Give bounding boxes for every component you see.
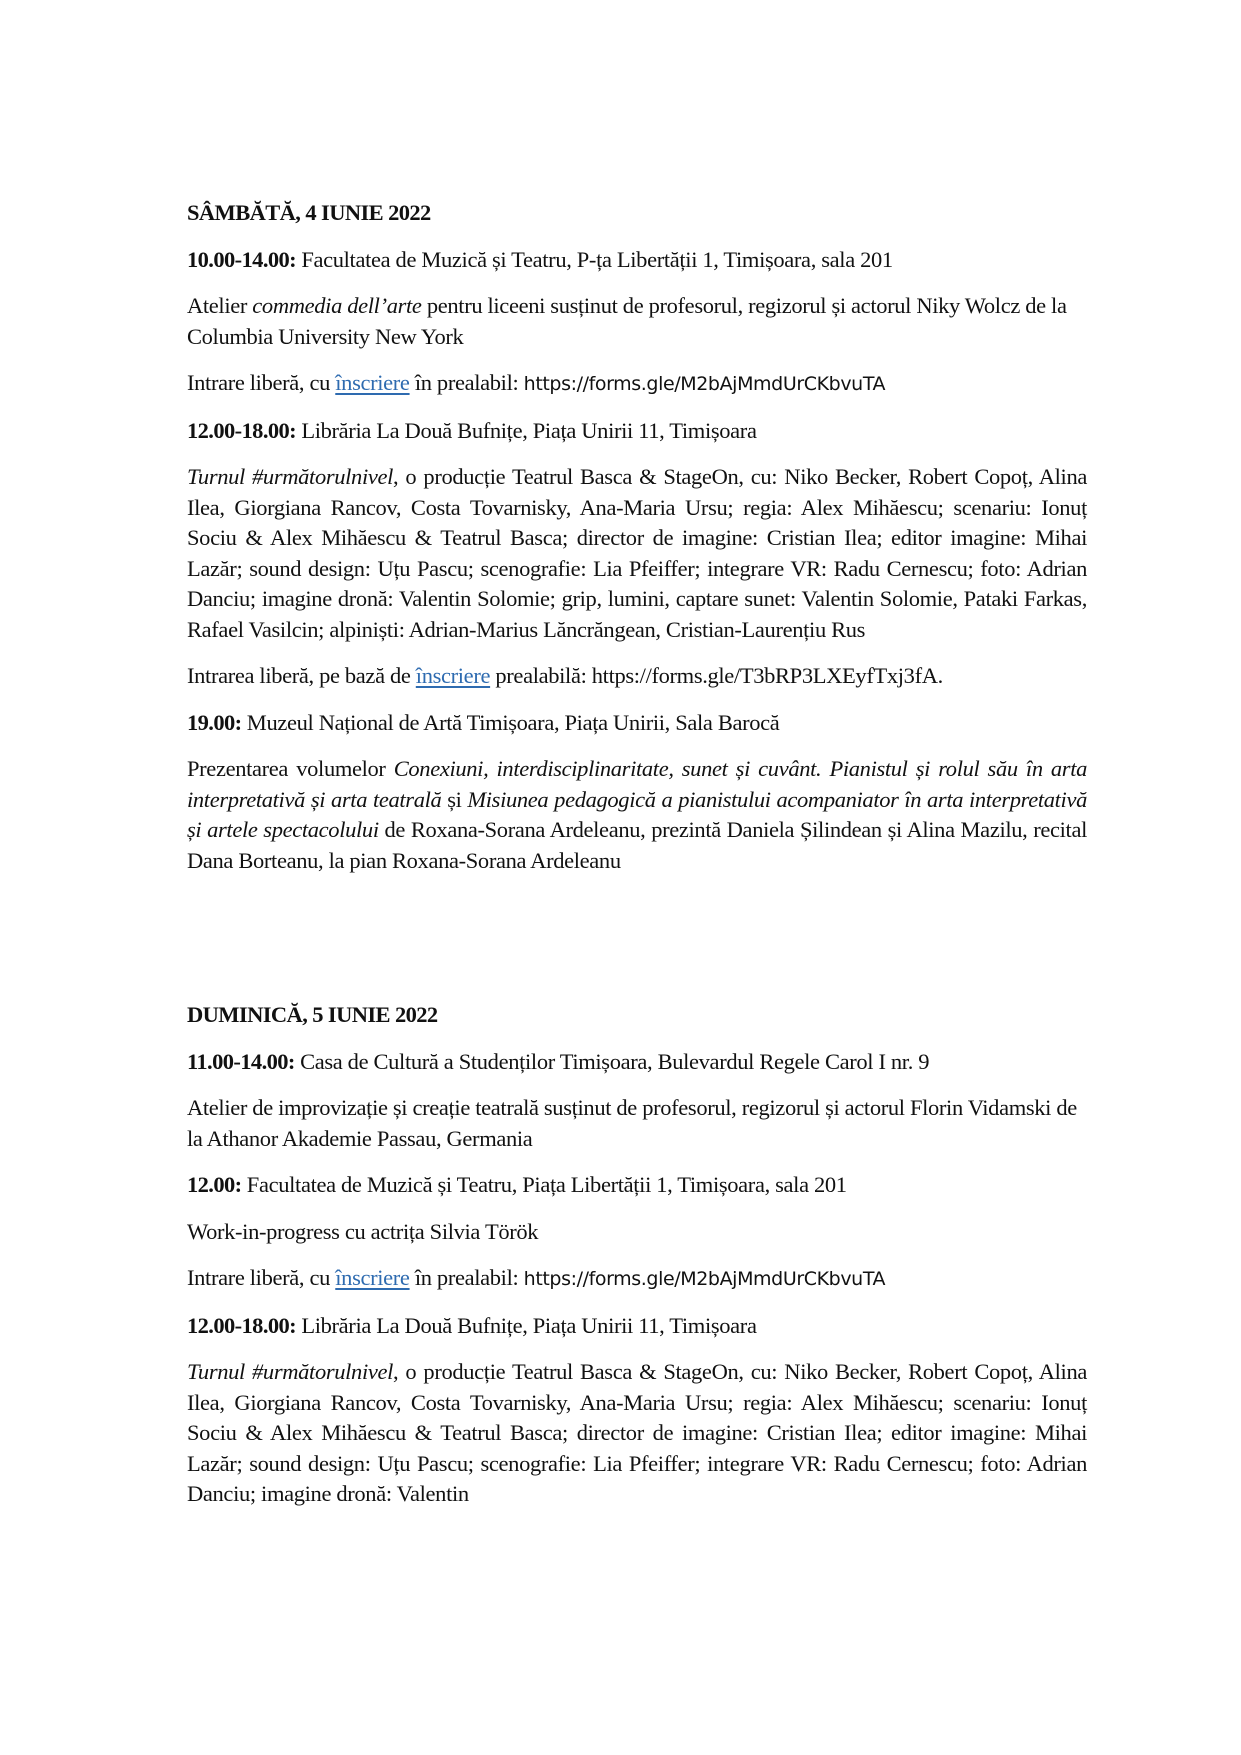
signup-link[interactable]: înscriere xyxy=(335,1265,410,1290)
event-description: Turnul #următorulnivel, o producție Teatrul Basca & StageOn, cu: Niko Becker, Robert Copoț, Alina Ilea, Giorgiana Rancov, Costa Tovarnisky, Ana-Maria Ursu; regia: Alex Mihăescu; scenariu: Ionuț Sociu & Alex Mihăescu & Teatrul Basca; director de imagine: Cristian Ilea; editor imagine: Mihai Lazăr; sound design: Uțu Pascu; scenografie: Lia Pfeiffer; integrare VR: Radu Cernescu; foto: Adrian Danciu; imagine dronă: Valentin Solomie; grip, lumini, captare sunet: Valentin Solomie, Pataki Farkas, Rafael Vasilcin; alpiniști: Adrian-Marius Lăncrăngean, Cristian-Laurențiu Rus xyxy=(187,464,1087,642)
event-time-location xyxy=(187,245,1087,276)
day-heading: SÂMBĂTĂ, 4 IUNIE 2022 xyxy=(187,200,431,225)
event-title: Turnul #următorulnivel xyxy=(187,1359,394,1384)
event-title: commedia dell’arte xyxy=(252,293,422,318)
book-title-2: Misiunea pedagogică a pianistului acompaniator în arta interpretativă și artele spectacolului xyxy=(187,786,1087,842)
event-description: Turnul #următorulnivel, o producție Teatrul Basca & StageOn, cu: Niko Becker, Robert Copoț, Alina Ilea, Giorgiana Rancov, Costa Tovarnisky, Ana-Maria Ursu; regia: Alex Mihăescu; scenariu: Ionuț Sociu & Alex Mihăescu & Teatrul Basca; director de imagine: Cristian Ilea; editor imagine: Mihai Lazăr; sound design: Uțu Pascu; scenografie: Lia Pfeiffer; integrare VR: Radu Cernescu; foto: Adrian Danciu; imagine dronă: Valentin xyxy=(187,1359,1087,1506)
event-time-location xyxy=(187,1311,1087,1342)
event-time-location xyxy=(187,1047,1087,1078)
event-location: Casa de Cultură a Studenților Timișoara, Bulevardul Regele Carol I nr. 9 xyxy=(294,1048,930,1074)
event-time: 12.00-18.00: xyxy=(187,1312,297,1338)
day-saturday xyxy=(187,198,1087,876)
event-description: Atelier de improvizație și creație teatrală susținut de profesorul, regizorul și actorul Florin Vidamski de la Athanor Akademie Passau, Germania xyxy=(187,1095,1077,1151)
signup-link[interactable]: înscriere xyxy=(415,663,491,688)
event-time-location xyxy=(187,1170,1087,1201)
event-location: Facultatea de Muzică și Teatru, P-ța Libertății 1, Timișoara, sala 201 xyxy=(296,246,893,272)
signup-link[interactable]: înscriere xyxy=(335,370,410,395)
document-page xyxy=(187,198,1087,1526)
event-registration: Intrarea liberă, pe bază de înscriere prealabilă: https://forms.gle/T3bRP3LXEyfTxj3fA. xyxy=(187,663,943,688)
event-description: Atelier commedia dell’arte pentru liceeni susținut de profesorul, regizorul și actorul Niky Wolcz de la Columbia University New York xyxy=(187,293,1067,349)
registration-url: https://forms.gle/M2bAjMmdUrCKbvuTA xyxy=(523,1268,886,1290)
event-title: Turnul #următorulnivel xyxy=(187,464,394,489)
event-time: 12.00: xyxy=(187,1172,242,1197)
day-sunday xyxy=(187,1000,1087,1510)
event-location: Librăria La Două Bufnițe, Piața Unirii 11, Timișoara xyxy=(296,1312,757,1338)
event-location: Facultatea de Muzică și Teatru, Piața Libertății 1, Timișoara, sala 201 xyxy=(241,1172,847,1197)
event-location: Librăria La Două Bufnițe, Piața Unirii 11, Timișoara xyxy=(296,417,757,443)
event-time: 10.00-14.00: xyxy=(187,246,297,272)
event-time: 12.00-18.00: xyxy=(187,417,297,443)
event-registration: Intrare liberă, cu înscriere în prealabil: https://forms.gle/M2bAjMmdUrCKbvuTA xyxy=(187,370,886,395)
event-time-location xyxy=(187,416,1087,447)
event-description: Work-in-progress cu actrița Silvia Török xyxy=(187,1218,539,1244)
book-title-1: Conexiuni, interdisciplinaritate, sunet și cuvânt. Pianistul și rolul său în arta interpretativă și arta teatrală xyxy=(187,756,1088,812)
event-registration: Intrare liberă, cu înscriere în prealabil: https://forms.gle/M2bAjMmdUrCKbvuTA xyxy=(187,1265,886,1290)
event-description: Prezentarea volumelor Conexiuni, interdisciplinaritate, sunet și cuvânt. Pianistul și rolul său în arta interpretativă și arta teatrală și Misiunea pedagogică a pianistului acompaniator în arta interpretativă și artele spectacolului de Roxana-Sorana Ardeleanu, prezintă Daniela Șilindean și Alina Mazilu, recital Dana Borteanu, la pian Roxana-Sorana Ardeleanu xyxy=(187,756,1088,873)
event-time: 11.00-14.00: xyxy=(187,1048,295,1074)
event-time-location xyxy=(187,708,1087,739)
registration-url: https://forms.gle/T3bRP3LXEyfTxj3fA. xyxy=(591,663,943,688)
event-location: Muzeul Național de Artă Timișoara, Piața Unirii, Sala Barocă xyxy=(241,709,780,735)
day-heading: DUMINICĂ, 5 IUNIE 2022 xyxy=(187,1002,438,1027)
event-time: 19.00: xyxy=(187,709,242,735)
registration-url: https://forms.gle/M2bAjMmdUrCKbvuTA xyxy=(523,373,886,395)
